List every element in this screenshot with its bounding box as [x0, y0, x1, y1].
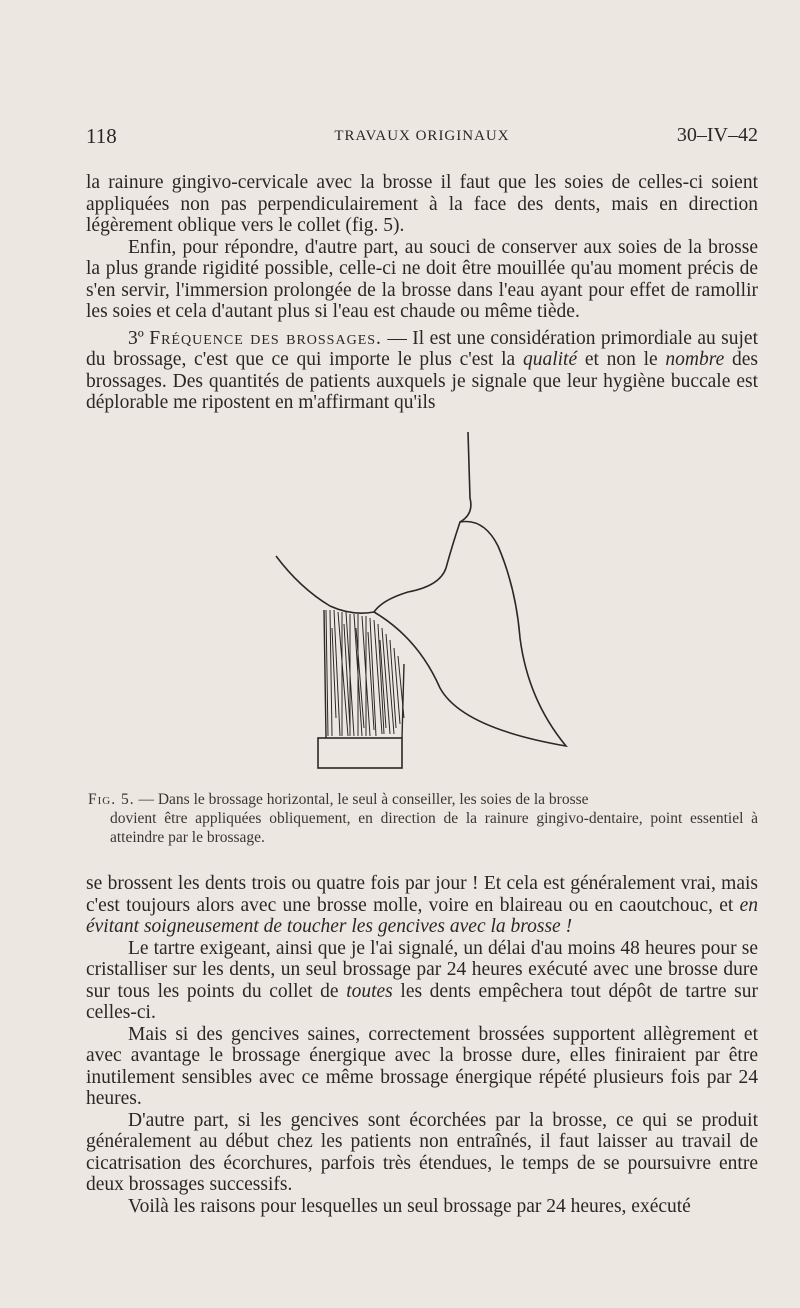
- paragraph: [86, 873, 758, 938]
- paragraph: Voilà les raisons pour lesquelles un seul brossage par 24 heures, exécuté: [128, 1195, 691, 1217]
- text-run: se brossent les dents trois ou quatre fois par jour ! Et cela est généralement vrai, mais c'est toujours alors avec une brosse molle, voire en blaireau ou en caoutchouc, et: [86, 873, 758, 916]
- text-run: des brossages. Des quantités de patients auxquels je signale que leur hygiène buccale est déplorable me ripostent en m'affirmant qu'ils: [86, 349, 759, 413]
- caption-text: — Dans le brossage horizontal, le seul à conseiller, les soies de la brosse: [134, 791, 589, 808]
- paragraph: [86, 938, 758, 1024]
- figure-caption: [88, 790, 758, 847]
- paragraph: la rainure gingivo-cervicale avec la brosse il faut que les soies de celles-ci soient appliquées non pas perpendiculairement à la face des dents, mais en direction légèrement oblique vers le collet (fig. 5).: [86, 172, 758, 236]
- section-number: 3º: [128, 327, 144, 349]
- text-run: — Il est une considération primordiale au sujet du brossage, c'est que ce qui importe le plus c'est la: [86, 327, 759, 370]
- emphasis: nombre: [665, 349, 725, 370]
- caption-first-line: [88, 790, 758, 809]
- caption-rest: dovient être appliquées obliquement, en direction de la rainure gingivo-dentaire, point essentiel à atteindre par le brossage.: [110, 810, 758, 846]
- section-paragraph: [86, 328, 758, 414]
- figure-label: Fig. 5.: [88, 791, 135, 808]
- text-run: et non le: [577, 349, 666, 370]
- gum-outline: [276, 556, 374, 613]
- section-heading: Fréquence des brossages.: [149, 327, 382, 349]
- issue-date: 30–IV–42: [676, 124, 758, 146]
- brush-bristles: [326, 610, 404, 736]
- page-header: [86, 124, 758, 154]
- toothbrush-figure: [270, 428, 580, 778]
- brush-head: [318, 738, 402, 768]
- emphasis: en évitant soigneusement de toucher les gencives avec la brosse !: [86, 894, 758, 937]
- body-text-top: [86, 172, 758, 414]
- emphasis: qualité: [522, 349, 578, 370]
- lip-outline: [460, 432, 471, 522]
- body-text-bottom: [86, 873, 758, 1217]
- paragraph: Mais si des gencives saines, correctement brossées supportent allègrement et avec avantage le brossage énergique avec la brosse dure, elles finiraient par être inutilement sensibles avec ce même brossage énergique répété plusieurs fois par 24 heures.: [86, 1023, 758, 1109]
- running-title: TRAVAUX ORIGINAUX: [334, 128, 510, 144]
- emphasis: toutes: [346, 980, 393, 1002]
- paragraph: D'autre part, si les gencives sont écorchées par la brosse, ce qui se produit généralement au début chez les patients non entraînés, il faut laisser au travail de cicatrisation des écorchures, parfois très étendues, le temps de se poursuivre entre deux brossages successifs.: [86, 1109, 758, 1195]
- text-run: Le tartre exigeant, ainsi que je l'ai signalé, un délai d'au moins 48 heures pour se cristalliser sur les dents, un seul brossage par 24 heures exécuté avec une brosse dure sur tous les points du collet de: [86, 937, 758, 1002]
- text-run: les dents empêchera tout dépôt de tartre sur celles-ci.: [86, 980, 758, 1023]
- paragraph: Enfin, pour répondre, d'autre part, au souci de conserver aux soies de la brosse la plus grande rigidité possible, celle-ci ne doit être mouillée qu'au moment précis de s'en servir, l'immersion prolongée de la brosse dans l'eau ayant pour effet de ramollir les soies et cela d'autant plus si l'eau est chaude ou même tiède.: [86, 236, 758, 322]
- page-number: 118: [86, 124, 117, 148]
